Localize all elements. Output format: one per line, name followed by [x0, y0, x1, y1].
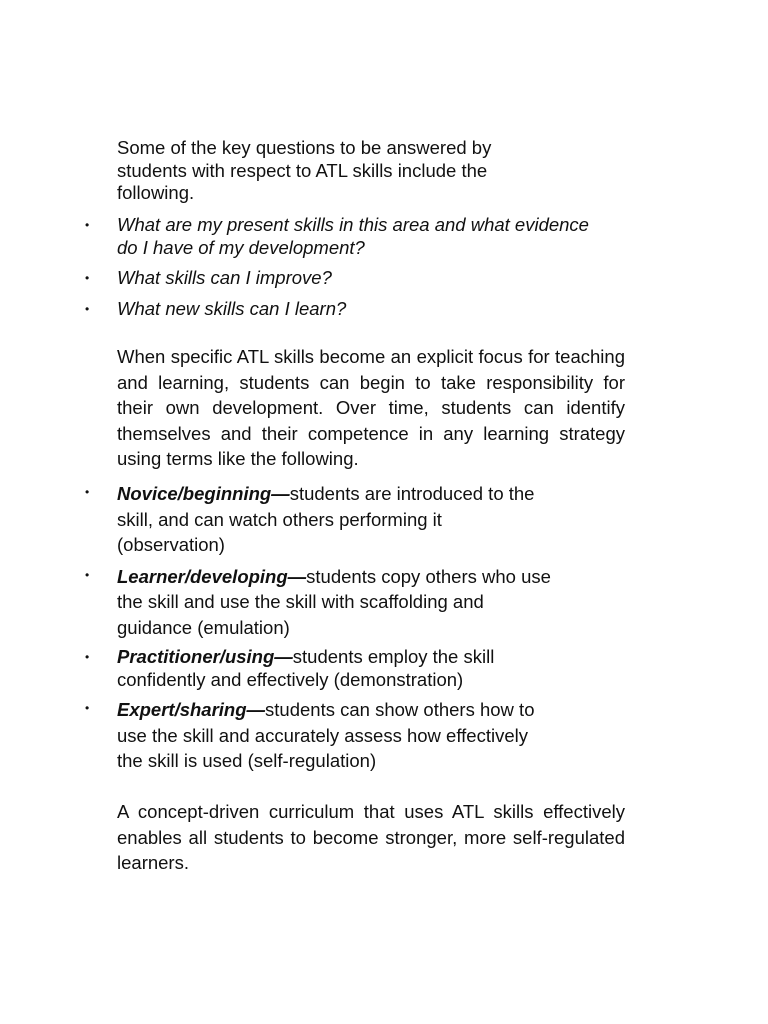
- question-line: What new skills can I learn?: [117, 297, 347, 319]
- stage-item-expert: [85, 697, 597, 774]
- bullet-icon: •: [85, 701, 90, 715]
- intro-paragraph: [117, 137, 547, 205]
- stage-line: the skill is used (self-regulation): [117, 750, 377, 771]
- bullet-icon: •: [85, 271, 90, 285]
- question-line: What are my present skills in this area and what evidence: [117, 214, 589, 235]
- question-item: [85, 267, 657, 290]
- question-line: do I have of my development?: [117, 236, 365, 258]
- stage-term: Learner/developing—: [117, 565, 307, 587]
- stage-list: [85, 481, 597, 780]
- question-item: [85, 297, 657, 321]
- competence-paragraph: When specific ATL skills become an explicit focus for teaching and learning, students can begin to take responsibility for their own development. Over time, students can identify themselves and their competence in any learning strategy using terms like the following.: [117, 346, 625, 469]
- stage-line: the skill and use the skill with scaffolding and: [117, 591, 484, 612]
- question-item: [85, 214, 657, 259]
- stage-line: students copy others who use: [306, 565, 551, 587]
- stage-line: students are introduced to the: [289, 483, 535, 504]
- stage-line: (observation): [117, 534, 225, 555]
- stage-item-novice: [85, 481, 597, 558]
- stage-term: Practitioner/using—: [117, 646, 293, 667]
- bullet-icon: •: [85, 301, 90, 316]
- bullet-icon: •: [85, 485, 90, 499]
- stage-term: Novice/beginning—: [117, 483, 290, 504]
- stage-line: students can show others how to: [265, 699, 535, 720]
- stage-item-learner: [85, 564, 597, 641]
- stage-line: confidently and effectively (demonstration): [117, 668, 464, 690]
- intro-line: following.: [117, 182, 195, 203]
- stage-line: skill, and can watch others performing it: [117, 508, 442, 530]
- stage-line: use the skill and accurately assess how effectively: [117, 724, 528, 746]
- stage-line: guidance (emulation): [117, 616, 290, 638]
- intro-line: Some of the key questions to be answered by: [117, 137, 492, 158]
- stage-term: Expert/sharing—: [117, 699, 266, 720]
- conclusion-paragraph: A concept-driven curriculum that uses ATL skills effectively enables all students to become stronger, more self-regulated learners.: [117, 801, 625, 873]
- bullet-icon: •: [85, 218, 90, 232]
- bullet-icon: •: [85, 650, 90, 664]
- stage-line: students employ the skill: [292, 646, 495, 667]
- intro-line: students with respect to ATL skills include the: [117, 159, 488, 181]
- question-list: [85, 214, 657, 328]
- stage-item-practitioner: [85, 646, 597, 691]
- bullet-icon: •: [85, 567, 90, 582]
- question-line: What skills can I improve?: [117, 267, 332, 288]
